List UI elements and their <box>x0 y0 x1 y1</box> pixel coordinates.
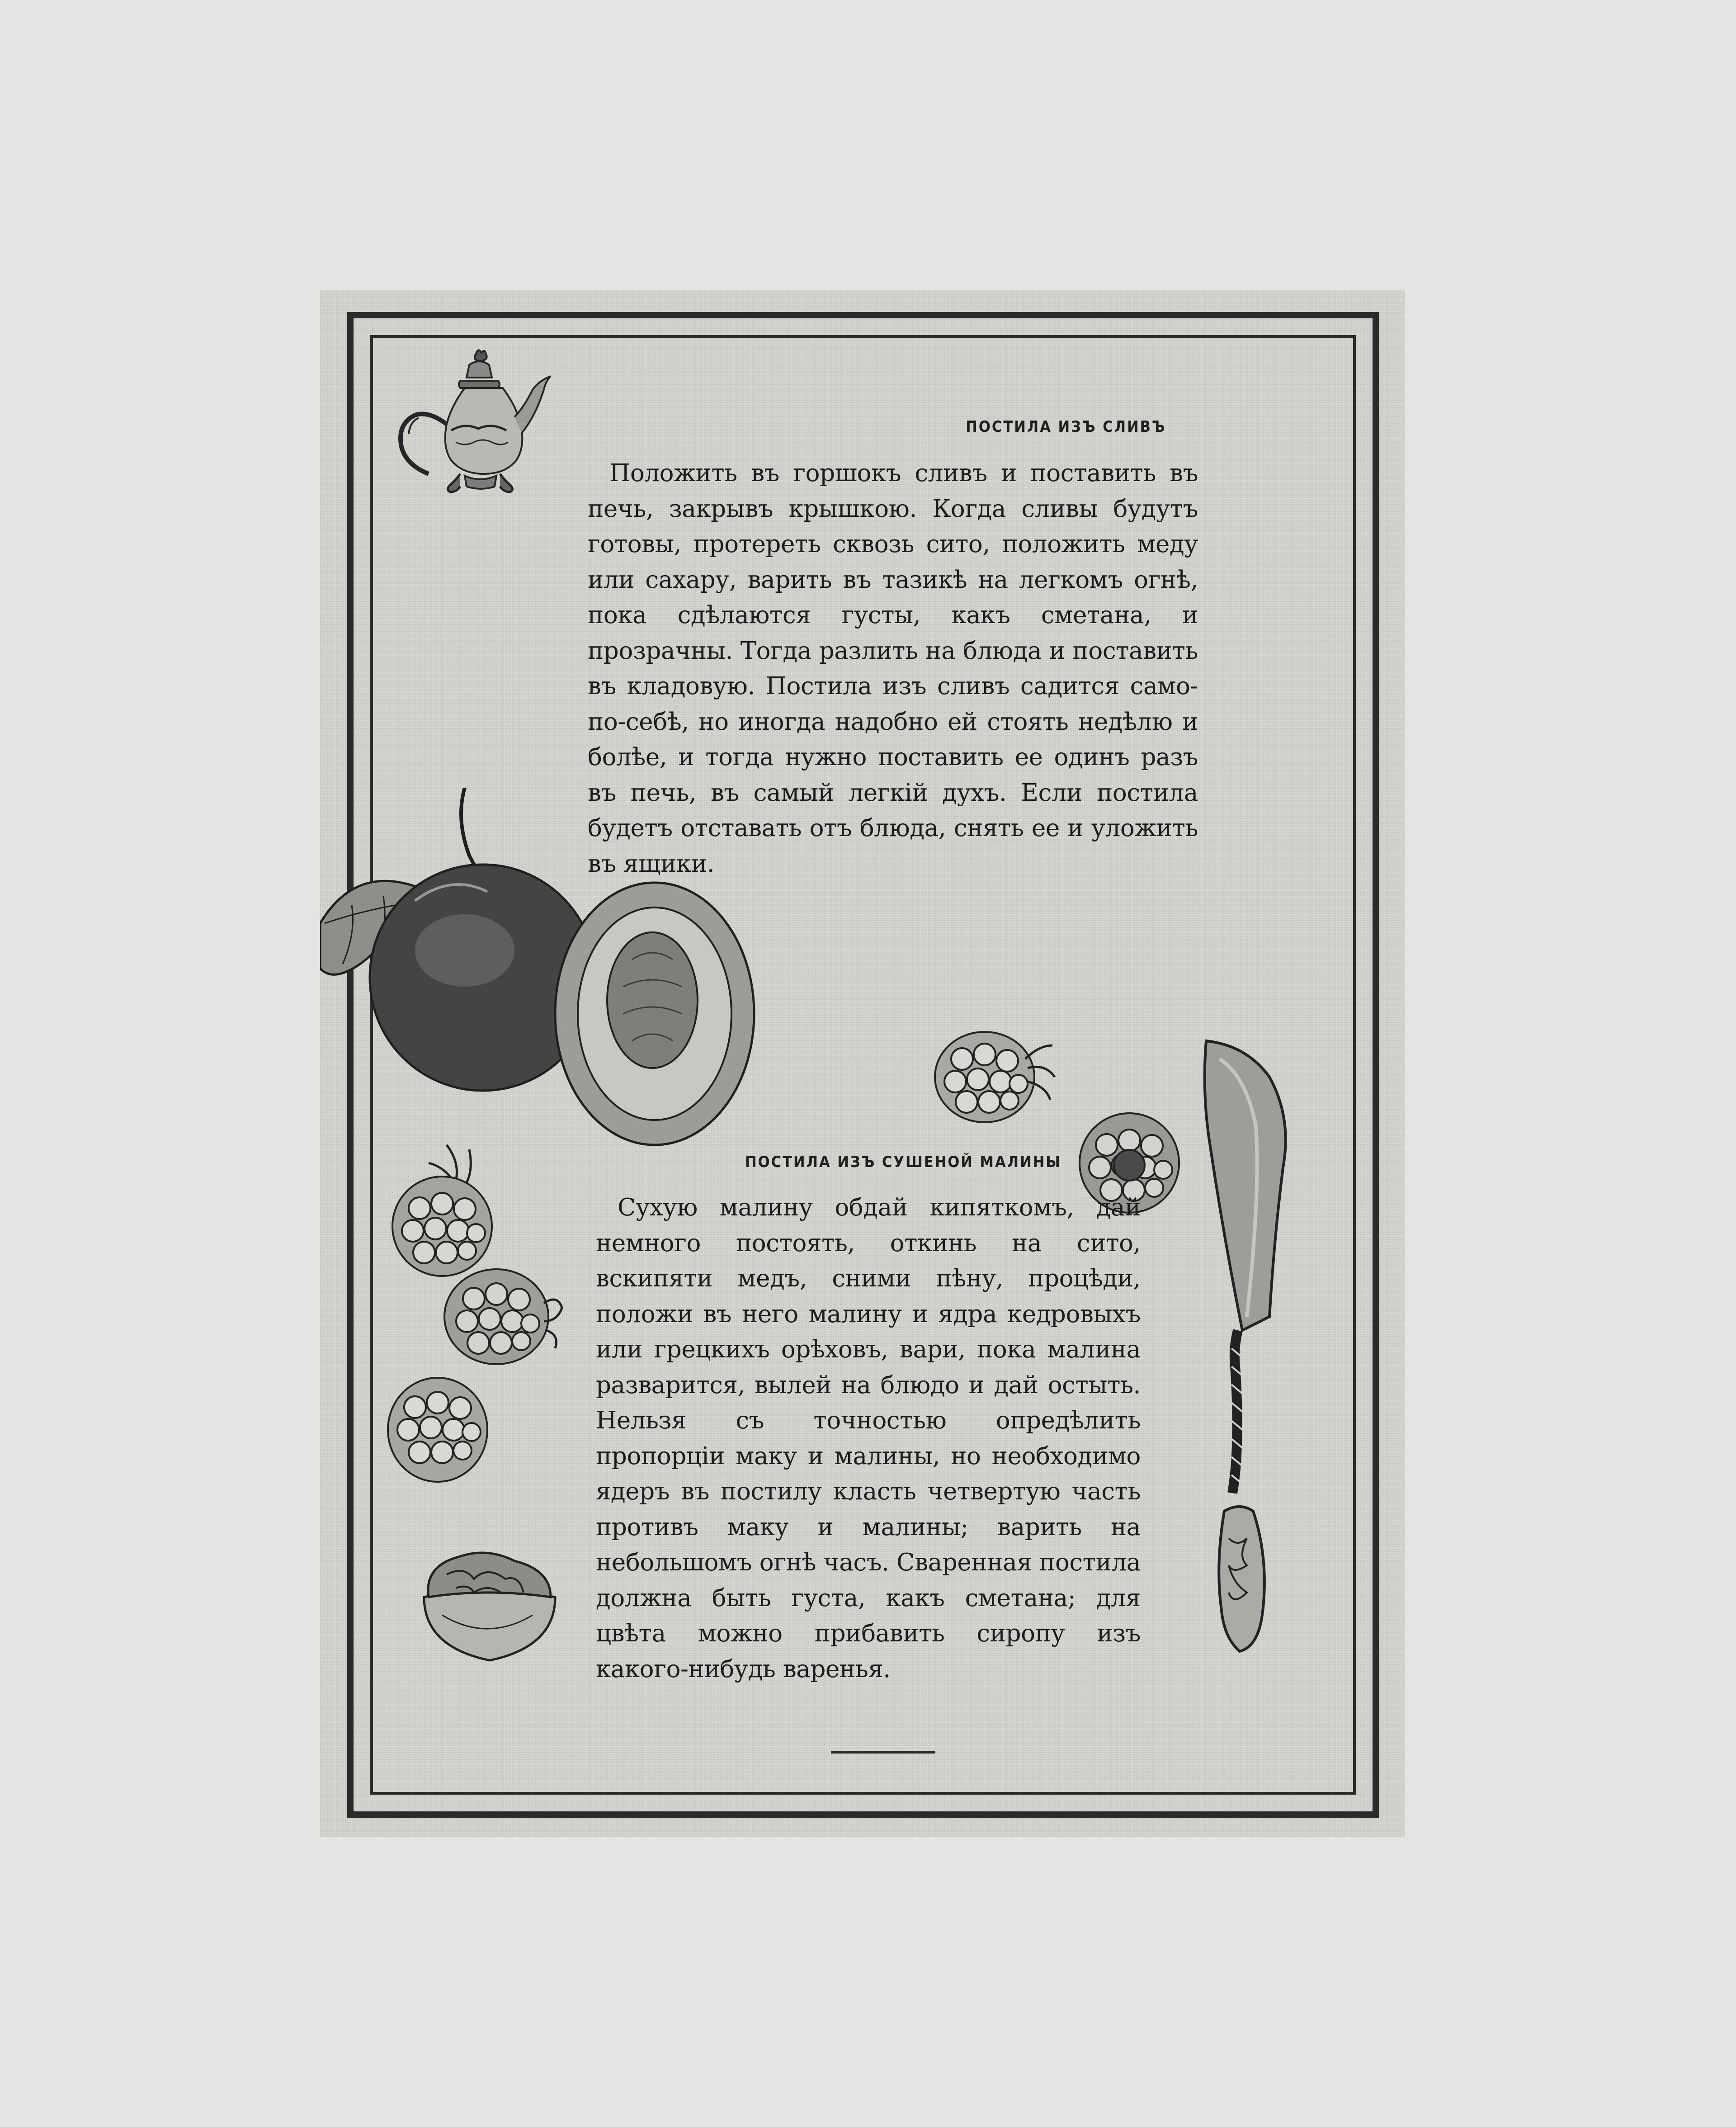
raspberries-icon <box>383 1136 564 1552</box>
recipe-body-plum: Положить въ горшокъ сливъ и поставить въ печь, закрывъ крышкою. Когда сливы будутъ готовы, протереть сквозь сито, положить меду или сахару, варить въ тазикѣ на легкомъ огнѣ, пока сдѣлаются густы, какъ сметана, и прозрачны. Тогда разлить на блюда и поставить въ кладовую. Постила изъ сливъ садится само-по-себѣ, но иногда надобно ей стоять недѣлю и болѣе, и тогда нужно поставить ее одинъ разъ въ печь, въ самый легкій духъ. Если постила будетъ отставать отъ блюда, снять ее и уложить въ ящики. <box>588 459 1198 878</box>
teapot-icon <box>388 340 569 521</box>
butter-knife-icon <box>1188 1032 1306 1674</box>
recipe-title-raspberry: ПОСТИЛА ИЗЪ СУШЕНОЙ МАЛИНЫ <box>745 1153 1061 1171</box>
recipe-card <box>320 290 1405 1837</box>
walnut-icon <box>415 1547 560 1669</box>
recipe-title-plum: ПОСТИЛА ИЗЪ СЛИВЪ <box>966 418 1166 436</box>
end-divider <box>831 1751 935 1754</box>
recipe-body-raspberry: Сухую малину обдай кипяткомъ, дай немного постоять, откинь на сито, вскипяти медъ, сними пѣну, процѣди, положи въ него малину и ядра кедровыхъ или грецкихъ орѣховъ, вари, пока малина разварится, вылей на блюдо и дай остыть. Нельзя съ точностью опредѣлить пропорціи маку и малины, но необходимо ядеръ въ постилу класть четвертую часть противъ маку и малины; варить на небольшомъ огнѣ часъ. Сваренная постила должна быть густа, какъ сметана; для цвѣта можно прибавить сиропу изъ какого-нибудь варенья. <box>596 1194 1141 1683</box>
